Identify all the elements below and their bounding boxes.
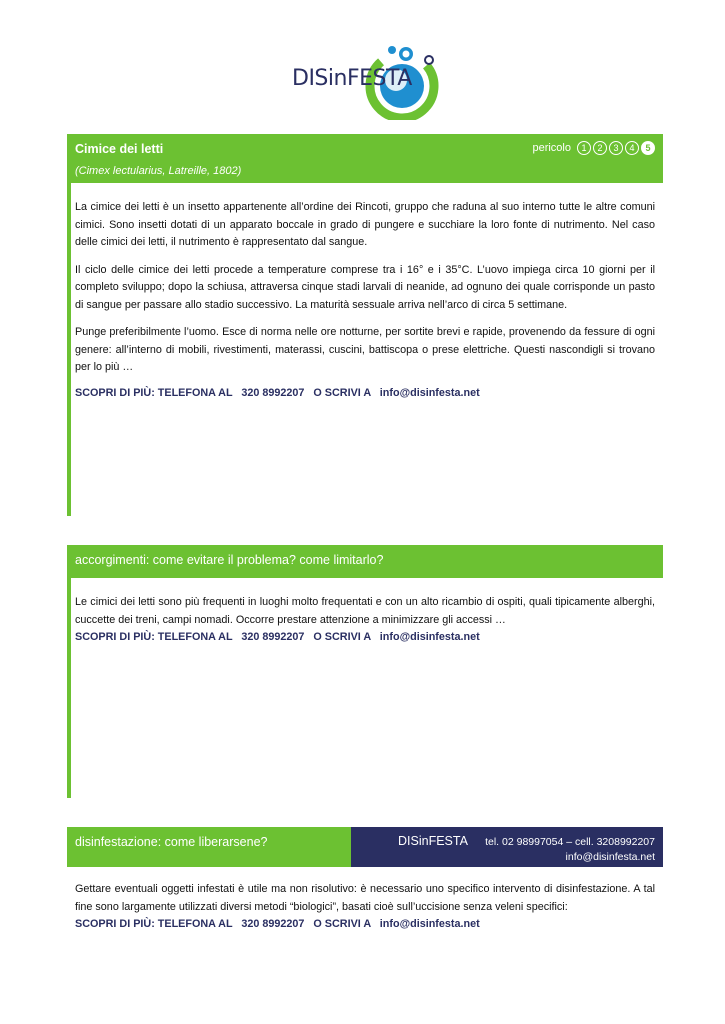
prevention-description [67,578,663,629]
danger-mark-2: 2 [593,141,607,155]
prevention-header: accorgimenti: come evitare il problema? come limitarlo? [67,545,663,578]
species-title: Cimice dei letti [75,142,164,156]
species-description [67,183,663,377]
danger-label: pericolo [532,142,571,154]
company-contact-box [351,827,663,867]
company-name: DISinFESTA [398,834,468,848]
danger-mark-1: 1 [577,141,591,155]
danger-mark-4: 4 [625,141,639,155]
species-header [67,134,663,183]
company-email[interactable]: info@disinfesta.net [565,851,655,863]
section-prevention [67,545,663,798]
section-disinfestation [67,827,663,957]
danger-mark-3: 3 [609,141,623,155]
section-accent-bar [67,134,71,516]
danger-rating [532,141,655,155]
species-scientific-name: (Cimex lectularius, Latreille, 1802) [75,165,242,177]
disinfestation-description [67,867,663,916]
company-phones[interactable]: tel. 02 98997054 – cell. 3208992207 [485,836,655,848]
disinfestation-header [67,827,663,867]
paragraph: Le cimici dei letti sono più frequenti in luoghi molto frequentati e con un alto ricambio di ospiti, quali tipicamente alberghi, cuccette dei treni, campi nomadi. Occorre prestare attenzione a minimizzare gli accessi … [75,596,655,626]
paragraph: Il ciclo delle cimice dei letti procede a temperature comprese tra i 16° e i 35°C. L’uovo impiega circa 10 giorni per il completo sviluppo; dopo la schiusa, attraversa cinque stadi larvali di neanide, ad ognuno dei quale corrisponde un pasto di sangue per passare allo stadio successivo. La maturità sessuale arriva nell’arco di circa 5 settimane. [75,263,655,311]
contact-cta[interactable]: SCOPRI DI PIÙ: TELEFONA AL 320 8992207 O SCRIVI A info@disinfesta.net [75,918,480,930]
paragraph: Punge preferibilmente l’uomo. Esce di norma nelle ore notturne, per sortite brevi e rapide, provenendo da fessure di ogni genere: all’interno di mobili, rivestimenti, materassi, cuscini, battiscopa o prese elettriche. Questi nascondigli si trovano per lo più … [75,326,655,373]
logo-wordmark: DISinFESTA [292,66,412,91]
logo [284,38,444,120]
danger-mark-5-selected: 5 [641,141,655,155]
paragraph: Gettare eventuali oggetti infestati è utile ma non risolutivo: è necessario uno specifico intervento di disinfestazione. A tal fine sono largamente utilizzati diversi metodi “biologici”, basati cioè sull’uccisione senza veleni specifici: [75,883,655,913]
contact-cta[interactable]: SCOPRI DI PIÙ: TELEFONA AL 320 8992207 O SCRIVI A info@disinfesta.net [75,631,480,643]
section-accent-bar [67,545,71,798]
section-species [67,134,663,516]
contact-cta[interactable]: SCOPRI DI PIÙ: TELEFONA AL 320 8992207 O SCRIVI A info@disinfesta.net [75,386,480,399]
disinfestation-title: disinfestazione: come liberarsene? [67,827,351,867]
paragraph: La cimice dei letti è un insetto appartenente all’ordine dei Rincoti, gruppo che raduna al suo interno tutte le altre comuni cimici. Sono insetti dotati di un apparato boccale in grado di pungere e succhiare la loro fonte di nutrimento. Nel caso delle cimici dei letti, il nutrimento è rappresentato dal sangue. [75,201,655,248]
